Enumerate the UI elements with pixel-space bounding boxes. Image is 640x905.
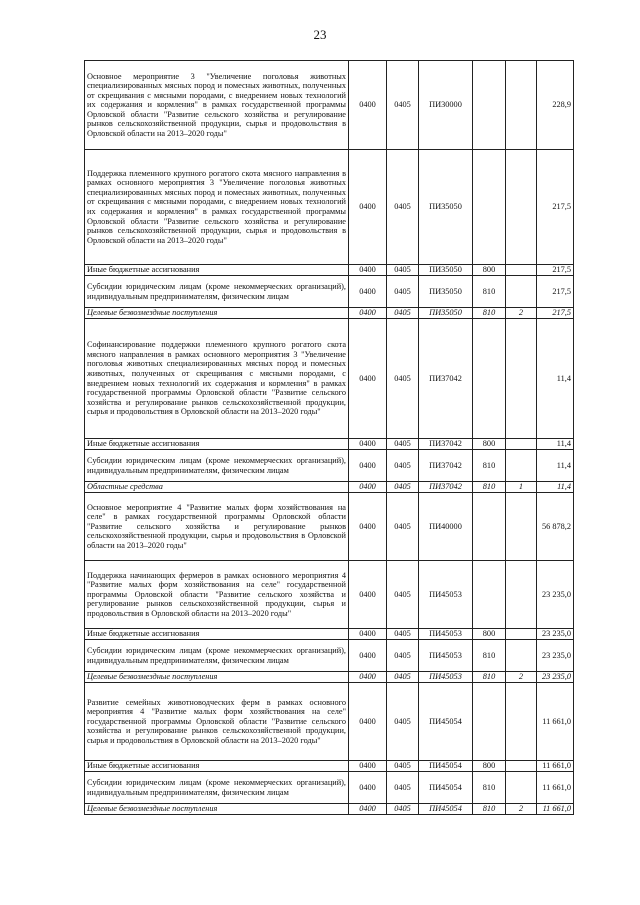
cell-expense-type: 810: [473, 772, 506, 804]
table-row: [85, 493, 574, 561]
cell-amount: 217,5: [537, 265, 574, 276]
row-name: Поддержка начинающих фермеров в рамках основного мероприятия 4 "Развитие малых форм хозяйствования на селе" государственной программы Орловской области "Развитие сельского хозяйства и регулирование рынков сельскохозяйственной продукции, сырья и продовольствия в Орловской области на 2013–2020 годы": [85, 561, 349, 629]
cell-target-article: ПИ45053: [419, 629, 473, 640]
table-row: [85, 672, 574, 683]
cell-funding-source: [506, 61, 537, 150]
cell-funding-source: [506, 150, 537, 265]
row-name: Поддержка племенного крупного рогатого скота мясного направления в рамках основного мероприятия 3 "Увеличение поголовья животных специализированных мясных пород и помесных животных, полученных от скрещивания с мясными породами, с внедрением новых технологий их содержания и кормления" в рамках государственной программы Орловской области "Развитие сельского хозяйства и регулирование рынков сельскохозяйственной продукции, сырья и продовольствия в Орловской области на 2013–2020 годы": [85, 150, 349, 265]
row-name: Основное мероприятие 4 "Развитие малых форм хозяйствования на селе" в рамках государственной программы Орловской области "Развитие сельского хозяйства и регулирование рынков сельскохозяйственной продукции, сырья и продовольствия в Орловской области на 2013–2020 годы": [85, 493, 349, 561]
cell-target-article: ПИ37042: [419, 319, 473, 439]
cell-podrazdel: 0405: [387, 61, 419, 150]
cell-amount: 11,4: [537, 482, 574, 493]
cell-amount: 228,9: [537, 61, 574, 150]
cell-target-article: ПИ30000: [419, 61, 473, 150]
cell-podrazdel: 0405: [387, 276, 419, 308]
cell-target-article: ПИ40000: [419, 493, 473, 561]
cell-amount: 56 878,2: [537, 493, 574, 561]
table-row: [85, 450, 574, 482]
cell-funding-source: 1: [506, 482, 537, 493]
cell-razdel: 0400: [349, 761, 387, 772]
cell-funding-source: [506, 265, 537, 276]
row-name: Областные средства: [85, 482, 349, 493]
cell-expense-type: 810: [473, 672, 506, 683]
cell-amount: 217,5: [537, 276, 574, 308]
cell-podrazdel: 0405: [387, 772, 419, 804]
table-row: [85, 640, 574, 672]
cell-funding-source: [506, 493, 537, 561]
cell-funding-source: 2: [506, 672, 537, 683]
table-row: [85, 683, 574, 761]
row-name: Целевые безвозмездные поступления: [85, 308, 349, 319]
row-name: Иные бюджетные ассигнования: [85, 265, 349, 276]
cell-amount: 217,5: [537, 308, 574, 319]
cell-podrazdel: 0405: [387, 150, 419, 265]
cell-razdel: 0400: [349, 772, 387, 804]
cell-razdel: 0400: [349, 640, 387, 672]
cell-funding-source: 2: [506, 804, 537, 815]
table-row: [85, 61, 574, 150]
cell-amount: 23 235,0: [537, 640, 574, 672]
cell-amount: 11 661,0: [537, 804, 574, 815]
cell-razdel: 0400: [349, 265, 387, 276]
cell-funding-source: [506, 640, 537, 672]
cell-expense-type: 800: [473, 761, 506, 772]
cell-amount: 23 235,0: [537, 561, 574, 629]
cell-amount: 23 235,0: [537, 672, 574, 683]
cell-expense-type: 810: [473, 308, 506, 319]
table-row: [85, 150, 574, 265]
cell-target-article: ПИ45054: [419, 804, 473, 815]
cell-podrazdel: 0405: [387, 265, 419, 276]
cell-funding-source: [506, 561, 537, 629]
cell-amount: 11 661,0: [537, 772, 574, 804]
cell-expense-type: [473, 561, 506, 629]
cell-target-article: ПИ35050: [419, 276, 473, 308]
table-row: [85, 482, 574, 493]
cell-target-article: ПИ45053: [419, 561, 473, 629]
table-row: [85, 308, 574, 319]
cell-expense-type: 800: [473, 439, 506, 450]
cell-razdel: 0400: [349, 308, 387, 319]
cell-podrazdel: 0405: [387, 482, 419, 493]
table-row: [85, 772, 574, 804]
row-name: Целевые безвозмездные поступления: [85, 804, 349, 815]
cell-expense-type: 810: [473, 640, 506, 672]
cell-expense-type: 800: [473, 265, 506, 276]
table-row: [85, 265, 574, 276]
cell-podrazdel: 0405: [387, 450, 419, 482]
table-row: [85, 761, 574, 772]
row-name: Субсидии юридическим лицам (кроме некоммерческих организаций), индивидуальным предпринимателям, физическим лицам: [85, 276, 349, 308]
cell-expense-type: 810: [473, 804, 506, 815]
table-row: [85, 276, 574, 308]
row-name: Субсидии юридическим лицам (кроме некоммерческих организаций), индивидуальным предпринимателям, физическим лицам: [85, 640, 349, 672]
cell-funding-source: [506, 450, 537, 482]
cell-razdel: 0400: [349, 482, 387, 493]
cell-expense-type: 810: [473, 450, 506, 482]
cell-target-article: ПИ35050: [419, 150, 473, 265]
table-row: [85, 629, 574, 640]
cell-target-article: ПИ37042: [419, 439, 473, 450]
cell-expense-type: 810: [473, 482, 506, 493]
cell-target-article: ПИ35050: [419, 308, 473, 319]
cell-podrazdel: 0405: [387, 308, 419, 319]
cell-target-article: ПИ35050: [419, 265, 473, 276]
page-number: 23: [313, 27, 327, 42]
cell-target-article: ПИ45054: [419, 761, 473, 772]
cell-podrazdel: 0405: [387, 493, 419, 561]
cell-funding-source: [506, 439, 537, 450]
cell-expense-type: [473, 319, 506, 439]
cell-amount: 23 235,0: [537, 629, 574, 640]
cell-expense-type: 800: [473, 629, 506, 640]
cell-amount: 11 661,0: [537, 761, 574, 772]
cell-target-article: ПИ37042: [419, 450, 473, 482]
cell-target-article: ПИ45054: [419, 683, 473, 761]
cell-funding-source: [506, 276, 537, 308]
cell-amount: 11,4: [537, 319, 574, 439]
cell-amount: 11 661,0: [537, 683, 574, 761]
row-name: Иные бюджетные ассигнования: [85, 439, 349, 450]
cell-target-article: ПИ45053: [419, 640, 473, 672]
row-name: Развитие семейных животноводческих ферм в рамках основного мероприятия 4 "Развитие малых форм хозяйствования на селе" государственной программы Орловской области "Развитие сельского хозяйства и регулирование рынков сельскохозяйственной продукции, сырья и продовольствия в Орловской области на 2013–2020 годы": [85, 683, 349, 761]
cell-razdel: 0400: [349, 493, 387, 561]
table-row: [85, 804, 574, 815]
cell-razdel: 0400: [349, 804, 387, 815]
cell-amount: 217,5: [537, 150, 574, 265]
cell-funding-source: [506, 772, 537, 804]
row-name: Софинансирование поддержки племенного крупного рогатого скота мясного направления в рамках основного мероприятия 3 "Увеличение поголовья животных специализированных мясных пород и помесных животных, полученных от скрещивания с мясными породами, с внедрением новых технологий их содержания и кормления" в рамках государственной программы Орловской области "Развитие сельского хозяйства и регулирование рынков сельскохозяйственной продукции, сырья и продовольствия в Орловской области на 2013–2020 годы": [85, 319, 349, 439]
cell-funding-source: [506, 761, 537, 772]
row-name: Целевые безвозмездные поступления: [85, 672, 349, 683]
cell-razdel: 0400: [349, 561, 387, 629]
row-name: Иные бюджетные ассигнования: [85, 629, 349, 640]
table-row: [85, 439, 574, 450]
row-name: Основное мероприятие 3 "Увеличение поголовья животных специализированных мясных пород и помесных животных, полученных от скрещивания с мясными породами, с внедрением новых технологий их содержания и кормления" в рамках государственной программы Орловской области "Развитие сельского хозяйства и регулирование рынков сельскохозяйственной продукции, сырья и продовольствия в Орловской области на 2013–2020 годы": [85, 61, 349, 150]
cell-amount: 11,4: [537, 439, 574, 450]
cell-expense-type: 810: [473, 276, 506, 308]
cell-podrazdel: 0405: [387, 640, 419, 672]
cell-razdel: 0400: [349, 319, 387, 439]
cell-podrazdel: 0405: [387, 683, 419, 761]
cell-expense-type: [473, 683, 506, 761]
cell-funding-source: [506, 683, 537, 761]
cell-razdel: 0400: [349, 61, 387, 150]
cell-podrazdel: 0405: [387, 629, 419, 640]
cell-podrazdel: 0405: [387, 439, 419, 450]
cell-razdel: 0400: [349, 672, 387, 683]
cell-expense-type: [473, 61, 506, 150]
cell-target-article: ПИ45053: [419, 672, 473, 683]
cell-razdel: 0400: [349, 439, 387, 450]
row-name: Субсидии юридическим лицам (кроме некоммерческих организаций), индивидуальным предпринимателям, физическим лицам: [85, 450, 349, 482]
cell-podrazdel: 0405: [387, 761, 419, 772]
cell-expense-type: [473, 150, 506, 265]
cell-target-article: ПИ45054: [419, 772, 473, 804]
cell-podrazdel: 0405: [387, 804, 419, 815]
cell-expense-type: [473, 493, 506, 561]
cell-funding-source: [506, 319, 537, 439]
cell-target-article: ПИ37042: [419, 482, 473, 493]
cell-podrazdel: 0405: [387, 561, 419, 629]
cell-podrazdel: 0405: [387, 319, 419, 439]
table-row: [85, 561, 574, 629]
row-name: Иные бюджетные ассигнования: [85, 761, 349, 772]
budget-table: [84, 60, 574, 815]
cell-podrazdel: 0405: [387, 672, 419, 683]
table-row: [85, 319, 574, 439]
cell-razdel: 0400: [349, 450, 387, 482]
cell-razdel: 0400: [349, 683, 387, 761]
cell-funding-source: [506, 629, 537, 640]
cell-funding-source: 2: [506, 308, 537, 319]
cell-amount: 11,4: [537, 450, 574, 482]
row-name: Субсидии юридическим лицам (кроме некоммерческих организаций), индивидуальным предпринимателям, физическим лицам: [85, 772, 349, 804]
cell-razdel: 0400: [349, 276, 387, 308]
cell-razdel: 0400: [349, 150, 387, 265]
cell-razdel: 0400: [349, 629, 387, 640]
